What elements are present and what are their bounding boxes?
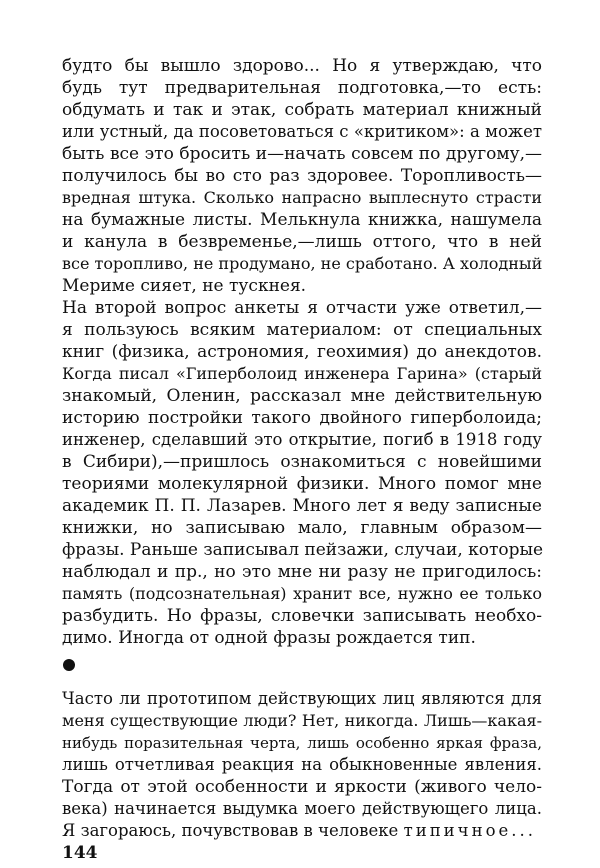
text-line: Часто ли прототипом действующих лиц являются для (62, 689, 542, 708)
text-line: академик П. П. Лазарев. Много лет я веду записные (62, 496, 542, 516)
section-bullet (63, 659, 75, 671)
text-line: меня существующие люди? Нет, никогда. Лишь—какая- (62, 711, 542, 730)
text-line: На второй вопрос анкеты я отчасти уже ответил,— (62, 298, 542, 318)
text-line: Мериме сияет, не тускнея. (62, 276, 307, 296)
text-line: Когда писал «Гиперболоид инженера Гарина» (старый (62, 364, 542, 383)
text-line: и канула в безвременье,—лишь оттого, что в ней (62, 232, 542, 252)
text-line: инженер, сделавший это открытие, погиб в 1918 году (62, 430, 542, 449)
text-line: Тогда от этой особенности и яркости (живого чело- (62, 777, 542, 797)
text-line: знакомый, Оленин, рассказал мне действительную (62, 386, 542, 406)
text-line: я пользуюсь всяким материалом: от специальных (62, 320, 542, 340)
text-line: память (подсознательная) хранит все, нужно ее только (62, 584, 542, 603)
emphasized-word: типичное... (403, 821, 537, 840)
final-line-text: Я загораюсь, почувствовав в человеке (62, 821, 404, 840)
text-line: обдумать и так и этак, собрать материал книжный (62, 100, 542, 120)
text-line: фразы. Раньше записывал пейзажи, случаи, которые (62, 540, 544, 560)
text-line: быть все это бросить и—начать совсем по другому,— (62, 144, 542, 164)
text-line: лишь отчетливая реакция на обыкновенные явления. (62, 755, 542, 774)
text-line: книжки, но записываю мало, главным образом— (62, 518, 542, 538)
text-line: книг (физика, астрономия, геохимия) до анекдотов. (62, 342, 542, 362)
text-line: в Сибири),—пришлось ознакомиться с новейшими (62, 452, 542, 472)
text-line: на бумажные листы. Мелькнула книжка, нашумела (62, 210, 542, 230)
text-line: нибудь поразительная черта, лишь особенно яркая фраза, (62, 734, 542, 752)
text-line: будь тут предварительная подготовка,—то есть: (62, 78, 542, 98)
text-line: разбудить. Но фразы, словечки записывать необхо- (62, 606, 542, 626)
text-line: все торопливо, не продумано, не сработано. А холодный (62, 254, 543, 273)
text-line: получилось бы во сто раз здоровее. Торопливость— (62, 166, 542, 186)
text-line-final (62, 820, 542, 842)
text-line: будто бы вышло здорово... Но я утверждаю, что (62, 56, 542, 76)
text-line: века) начинается выдумка моего действующего лица. (62, 799, 542, 818)
text-line: димо. Иногда от одной фразы рождается тип. (62, 628, 476, 648)
text-line: наблюдал и пр., но это мне ни разу не пригодилось: (62, 562, 542, 582)
text-line: теориями молекулярной физики. Много помог мне (62, 474, 542, 494)
page-number: 144 (62, 843, 98, 863)
text-line: историю постройки такого двойного гиперболоида; (62, 408, 542, 428)
text-line: вредная штука. Сколько напрасно выплеснуто страсти (62, 188, 542, 207)
text-line: или устный, да посоветоваться с «критиком»: а может (62, 122, 542, 141)
